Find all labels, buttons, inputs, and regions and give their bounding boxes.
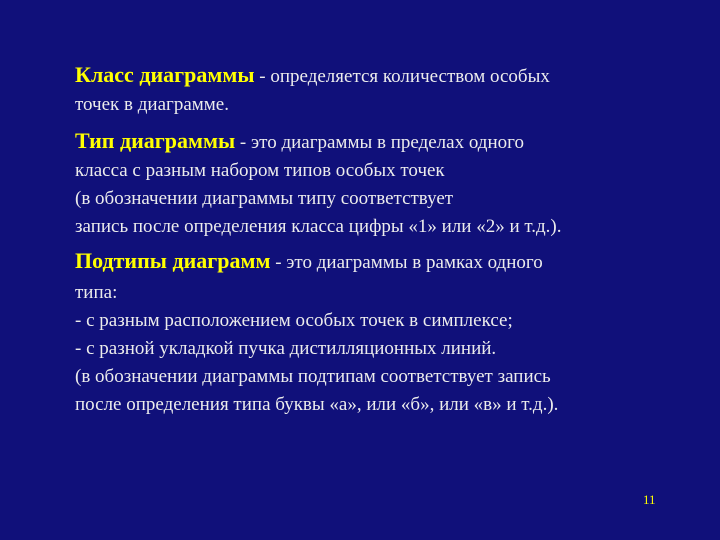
subtype-definition-line-6: после определения типа буквы «а», или «б», или «в» и т.д.). <box>75 394 559 415</box>
type-definition-line-4: запись после определения класса цифры «1» или «2» и т.д.). <box>75 216 562 237</box>
class-term: Класс диаграммы <box>75 62 255 87</box>
subtype-definition-line-5: (в обозначении диаграммы подтипам соответствует запись <box>75 366 551 387</box>
type-definition-line-2: класса с разным набором типов особых точек <box>75 160 445 181</box>
subtype-definition-line-4: - с разной укладкой пучка дистилляционных линий. <box>75 338 497 359</box>
class-definition-line-1 <box>75 64 550 88</box>
page-number: 11 <box>643 492 656 507</box>
subtype-definition-line-1 <box>75 250 543 274</box>
class-definition-text: - определяется количеством особых <box>254 66 550 87</box>
subtype-term: Подтипы диаграмм <box>75 248 271 273</box>
type-definition-text: - это диаграммы в пределах одного <box>235 132 524 153</box>
type-term: Тип диаграммы <box>75 128 236 153</box>
subtype-definition-line-3: - с разным расположением особых точек в симплексе; <box>75 310 513 331</box>
class-definition-line-2: точек в диаграмме. <box>75 94 229 115</box>
type-definition-line-3: (в обозначении диаграммы типу соответствует <box>75 188 454 209</box>
type-definition-line-1 <box>75 130 524 154</box>
subtype-definition-text: - это диаграммы в рамках одного <box>270 252 543 273</box>
subtype-definition-line-2: типа: <box>75 282 118 303</box>
